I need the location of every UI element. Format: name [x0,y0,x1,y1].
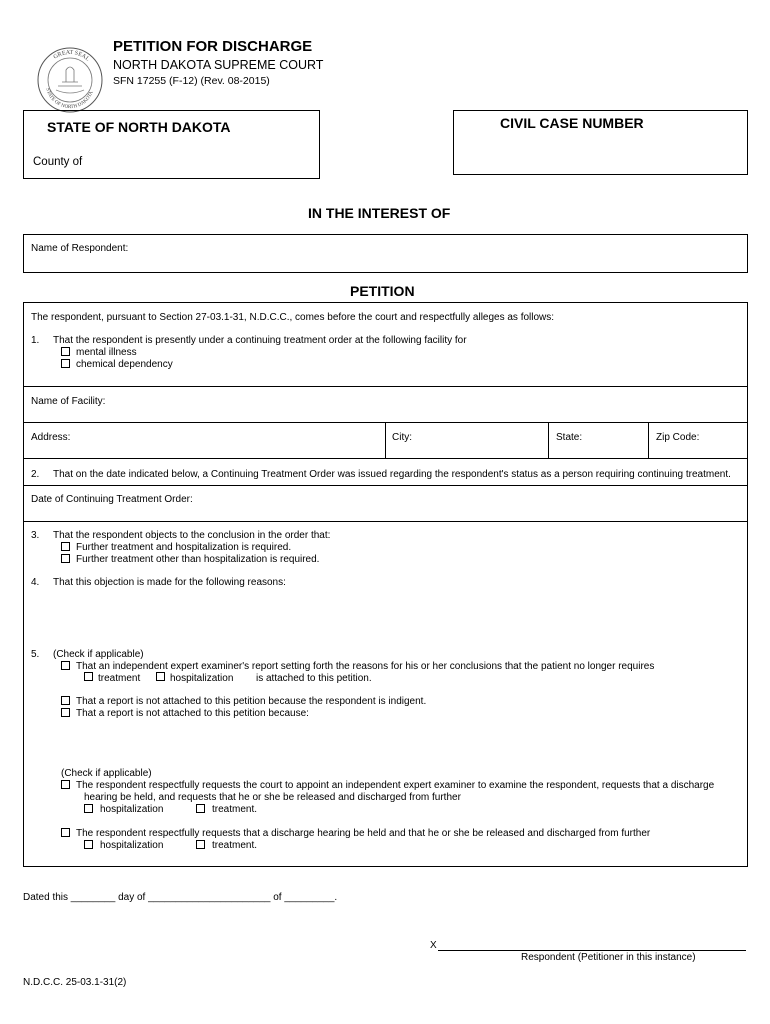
item5-check-note: (Check if applicable) [53,649,144,660]
mental-illness-checkbox[interactable] [61,347,70,356]
divider [23,485,748,486]
report-hospitalization-label: hospitalization [170,673,234,684]
request-discharge-hearing-checkbox[interactable] [61,828,70,837]
request2-treatment-checkbox[interactable] [196,840,205,849]
report-attached-text: is attached to this petition. [256,673,372,684]
svg-text:GREAT SEAL: GREAT SEAL [52,49,91,63]
svg-text:STATE OF NORTH DAKOTA: STATE OF NORTH DAKOTA [44,87,95,111]
signature-label: Respondent (Petitioner in this instance) [521,952,696,963]
dated-line[interactable]: Dated this ________ day of ______________________ of _________. [23,892,338,903]
indigent-checkbox[interactable] [61,696,70,705]
item-number: 4. [31,577,40,588]
item3-text: That the respondent objects to the conclusion in the order that: [53,530,331,541]
respondent-name-label: Name of Respondent: [31,243,129,254]
request1-hospitalization-checkbox[interactable] [84,804,93,813]
request2-hospitalization-label: hospitalization [100,840,164,851]
order-date-label: Date of Continuing Treatment Order: [31,494,193,505]
further-treatment-other-checkbox[interactable] [61,554,70,563]
state-seal-logo [36,46,104,114]
further-treatment-hospitalization-label: Further treatment and hospitalization is required. [76,542,292,553]
divider [23,521,748,522]
request-expert-examiner-checkbox[interactable] [61,780,70,789]
request-discharge-hearing-label: The respondent respectfully requests that a discharge hearing be held and that he or she be released and discharged from further [76,828,651,839]
statute-code: N.D.C.C. 25-03.1-31(2) [23,977,127,988]
facility-label: Name of Facility: [31,396,106,407]
item2-text: That on the date indicated below, a Continuing Treatment Order was issued regarding the respondent's status as a person requiring continuing treatment. [53,469,731,480]
case-number-title: CIVIL CASE NUMBER [500,115,644,131]
request-check-note: (Check if applicable) [61,768,152,779]
further-treatment-hospitalization-checkbox[interactable] [61,542,70,551]
signature-x: X [430,940,437,951]
item-number: 1. [31,335,40,346]
signature-line[interactable] [438,950,746,951]
item4-text: That this objection is made for the following reasons: [53,577,286,588]
item1-text: That the respondent is presently under a continuing treatment order at the following facility for [53,335,467,346]
divider [385,422,386,458]
address-label: Address: [31,432,71,443]
request-expert-examiner-line2: hearing be held, and requests that he or she be released and discharged from further [84,792,461,803]
item-number: 3. [31,530,40,541]
expert-report-checkbox[interactable] [61,661,70,670]
request2-treatment-label: treatment. [212,840,258,851]
mental-illness-label: mental illness [76,347,137,358]
divider [23,458,748,459]
divider [23,386,748,387]
chemical-dependency-label: chemical dependency [76,359,173,370]
petition-intro: The respondent, pursuant to Section 27-03.1-31, N.D.C.C., comes before the court and respectfully alleges as follows: [31,312,555,323]
form-title: PETITION FOR DISCHARGE [113,38,313,55]
city-label: City: [392,432,412,443]
request1-treatment-label: treatment. [212,804,258,815]
expert-report-label: That an independent expert examiner's report setting forth the reasons for his or her conclusions that the patient no longer requires [76,661,655,672]
court-name: NORTH DAKOTA SUPREME COURT [113,58,324,72]
item-number: 5. [31,649,40,660]
interest-heading: IN THE INTEREST OF [308,205,451,221]
request1-hospitalization-label: hospitalization [100,804,164,815]
state-label: State: [556,432,583,443]
zip-label: Zip Code: [656,432,700,443]
chemical-dependency-checkbox[interactable] [61,359,70,368]
report-not-attached-label: That a report is not attached to this petition because: [76,708,309,719]
request1-treatment-checkbox[interactable] [196,804,205,813]
petition-heading: PETITION [350,283,415,299]
request-expert-examiner-line1: The respondent respectfully requests the court to appoint an independent expert examiner to examine the respondent, requests that a discharge [76,780,715,791]
respondent-name-field[interactable] [23,234,748,273]
item-number: 2. [31,469,40,480]
indigent-label: That a report is not attached to this petition because the respondent is indigent. [76,696,427,707]
report-hospitalization-checkbox[interactable] [156,672,165,681]
county-label: County of [33,156,83,168]
report-treatment-checkbox[interactable] [84,672,93,681]
form-number: SFN 17255 (F-12) (Rev. 08-2015) [113,75,270,87]
divider [548,422,549,458]
further-treatment-other-label: Further treatment other than hospitalization is required. [76,554,320,565]
request2-hospitalization-checkbox[interactable] [84,840,93,849]
report-not-attached-checkbox[interactable] [61,708,70,717]
state-box-title: STATE OF NORTH DAKOTA [47,119,231,135]
report-treatment-label: treatment [98,673,141,684]
divider [648,422,649,458]
